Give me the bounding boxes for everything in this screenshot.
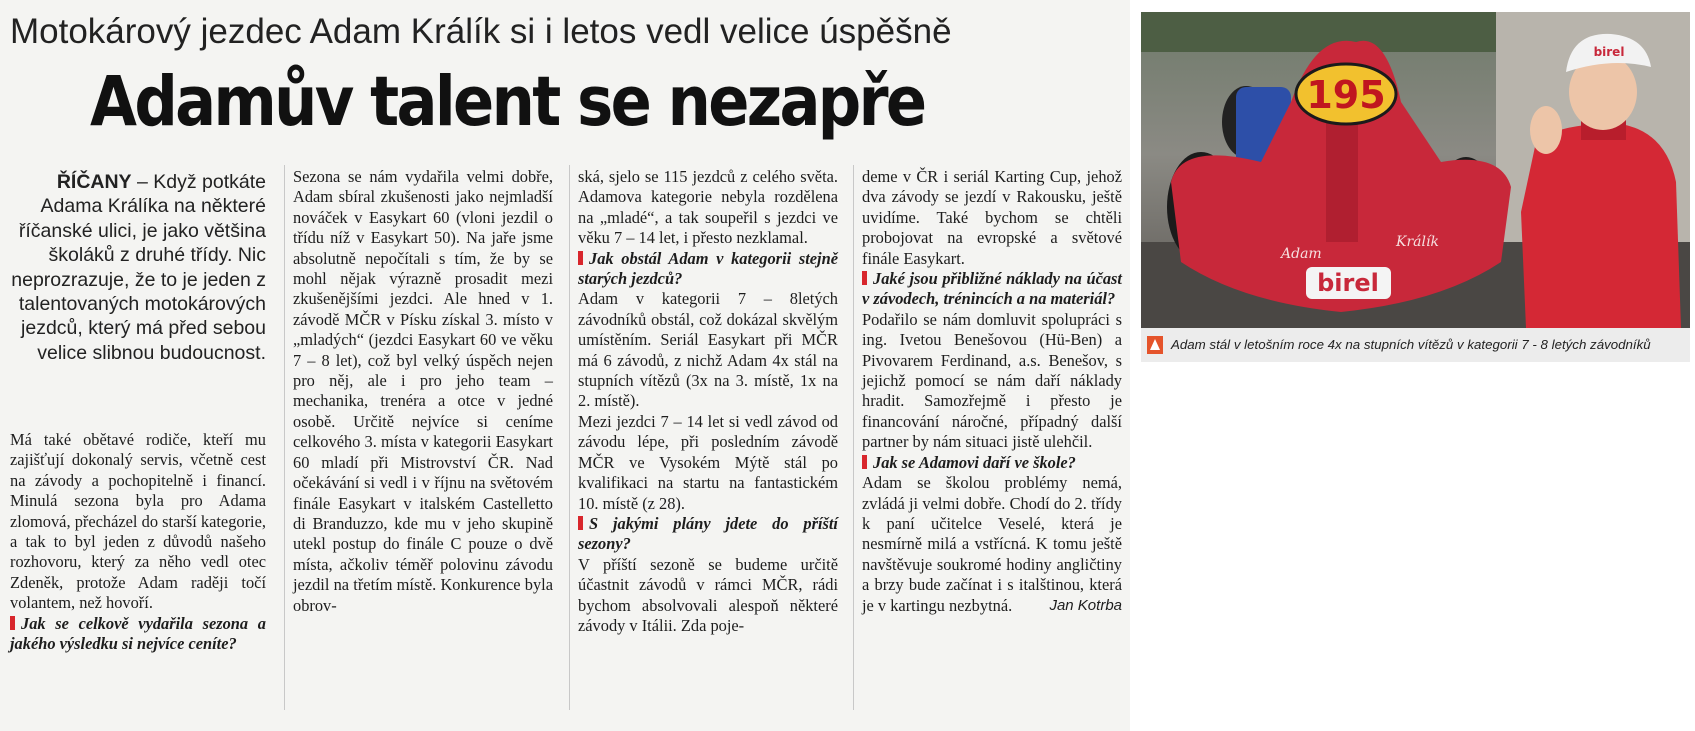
column-4-paragraph: deme v ČR i seriál Karting Cup, jehož dva závody se jezdí v Rakousku, ještě uvidíme. Také bychom se chtěli probojovat na evropské a světové finále Easykart. <box>862 167 1122 268</box>
question-marker-icon <box>578 251 583 265</box>
article-headline: Adamův talent se nezapře <box>90 62 925 142</box>
photo-caption: Adam stál v letošním roce 4x na stupních vítězů v kategorii 7 - 8 letých závodníků <box>1171 337 1651 352</box>
kart-number: 195 <box>1306 73 1386 117</box>
column-3-paragraph: Adam v kategorii 7 – 8letých závodníků obstál, což dokázal skvělým umístěním. Seriál Easykart při MČR má 6 závodů, z nichž Adam 4x stál na stupních vítězů (3x na 3. místě, 1x na 2. místě). <box>578 289 838 411</box>
interview-question <box>862 453 1122 473</box>
column-4-paragraph: Adam se školou problémy nemá, zvládá ji velmi dobře. Chodí do 2. třídy k paní učitelce Veselé, která je nesmírně milá a vstřícná. K tomu ještě navštěvuje soukromé hodiny angličtiny a brzy bude začínat i s italštinou, která je v kartingu nezbytná. <box>862 473 1122 615</box>
kart-name-right: Králík <box>1396 234 1439 250</box>
question-marker-icon <box>862 271 867 285</box>
interview-question <box>862 269 1122 310</box>
column-divider <box>569 165 570 710</box>
interview-question <box>578 514 838 555</box>
article-author: Jan Kotrba <box>1049 596 1122 614</box>
question-text: Jak se Adamovi daří ve škole? <box>873 452 1076 472</box>
column-divider <box>853 165 854 710</box>
lead-place: ŘÍČANY <box>56 171 132 193</box>
photo-caption-bar <box>1141 328 1690 362</box>
column-3-paragraph: V příští sezoně se budeme určitě účastnit závodů v rámci MČR, rádi bychom absolvovali alespoň některé závody v Itálii. Zda poje- <box>578 554 838 635</box>
question-text: Jaké jsou přibližné náklady na účast v závodech, trénincích a na materiál? <box>862 269 1122 309</box>
article-photo-frame <box>1141 12 1690 362</box>
article-column-3 <box>578 167 838 636</box>
column-2-paragraph: Sezona se nám vydařila velmi dobře, Adam sbíral zkušenosti jako nejmladší nováček v Easykart 60 (vloni jezdil o třídu níž v Easykart 50). Na jaře jsme absolutně nepočítali s tím, že by se mohl nějak výrazně prosadit mezi zkušenějšími jezdci. Ale hned v 1. závodě MČR v Písku získal 3. místo v „mladých“ (jezdci Easykart 60 ve věku 7 – 8 let), což byl velký úspěch nejen pro něj, ale i pro jeho team – mechanika, trenéra a otce v jedné osobě. Určitě nejvíce si ceníme celkového 3. místa v kategorii Easykart 60 mladí při Mistrovství ČR. Nad očekávání si vedl i v říjnu na světovém finále Easykart v italském Castelletto di Branduzzo, kde mu v jeho skupině utekl postup do finále C pouze o dvě místa, ačkoliv téměř polovinu závodu jezdil na třetím místě. Konkurence byla obrov- <box>293 167 553 615</box>
column-3-paragraph: ská, sjelo se 115 jezdců z celého světa. Adamova kategorie nebyla rozdělena na „mladé“, a tak soupeřil s jezdci ve věku 7 – 14 let, i přesto nezklamal. <box>578 167 838 248</box>
boy-cap-logo: birel <box>1593 45 1625 59</box>
column-1-paragraph: Má také obětavé rodiče, kteří mu zajišťují dokonalý servis, včetně cest na závody a pochopitelně i financí. Minulá sezona byla pro Adama zlomová, přecházel do starší kategorie, a tak to byl jeden z důvodů našeho rozhovoru, který za něho vedl otec Zdeněk, protože Adam raději točí volantem, než hovoří. <box>10 430 266 613</box>
article-photo <box>1141 12 1690 328</box>
article-lead <box>10 170 266 365</box>
kart-sponsor-logo: birel <box>1317 269 1379 297</box>
article-column-1 <box>10 430 266 654</box>
article-column-2 <box>293 167 553 616</box>
kart-name-left: Adam <box>1281 246 1322 262</box>
boy-thumb <box>1530 106 1562 154</box>
interview-question <box>578 249 838 290</box>
lead-text: – Když potkáte Adama Králíka na některé říčanské ulici, je jako většina školáků z druhé třídy. Nic neprozrazuje, že to je jeden z talentovaných motokárových jezdců, který má před sebou velice slibnou budoucnost. <box>11 171 266 364</box>
article-column-4 <box>862 167 1122 616</box>
question-marker-icon <box>578 516 583 530</box>
column-3-paragraph: Mezi jezdci 7 – 14 let si vedl závod od závodu lépe, při posledním závodě MČR ve Vysokém Mýtě stál po kvalifikaci na startu na fantastickém 10. místě (z 28). <box>578 411 838 513</box>
question-text: Jak se celkově vydařila sezona a jakého výsledku si nejvíce ceníte? <box>10 613 266 654</box>
interview-question <box>10 614 266 655</box>
caption-arrow-icon <box>1147 336 1163 354</box>
question-text: S jakými plány jdete do příští sezony? <box>578 513 838 554</box>
article-kicker: Motokárový jezdec Adam Králík si i letos vedl velice úspěšně <box>10 12 952 51</box>
column-4-paragraph: Podařilo se nám domluvit spolupráci s ing. Ivetou Benešovou (Hü-Ben) a Pivovarem Ferdinand, a.s. Benešov, s jejichž pomocí se nám daří náklady hradit. Samozřejmě i přesto je financování náročné, případný další partner by nám situaci jistě ulehčil. <box>862 309 1122 452</box>
question-marker-icon <box>10 616 15 630</box>
question-marker-icon <box>862 455 867 469</box>
question-text: Jak obstál Adam v kategorii stejně starých jezdců? <box>578 248 838 289</box>
boy-suit <box>1521 124 1681 328</box>
column-divider <box>284 165 285 710</box>
